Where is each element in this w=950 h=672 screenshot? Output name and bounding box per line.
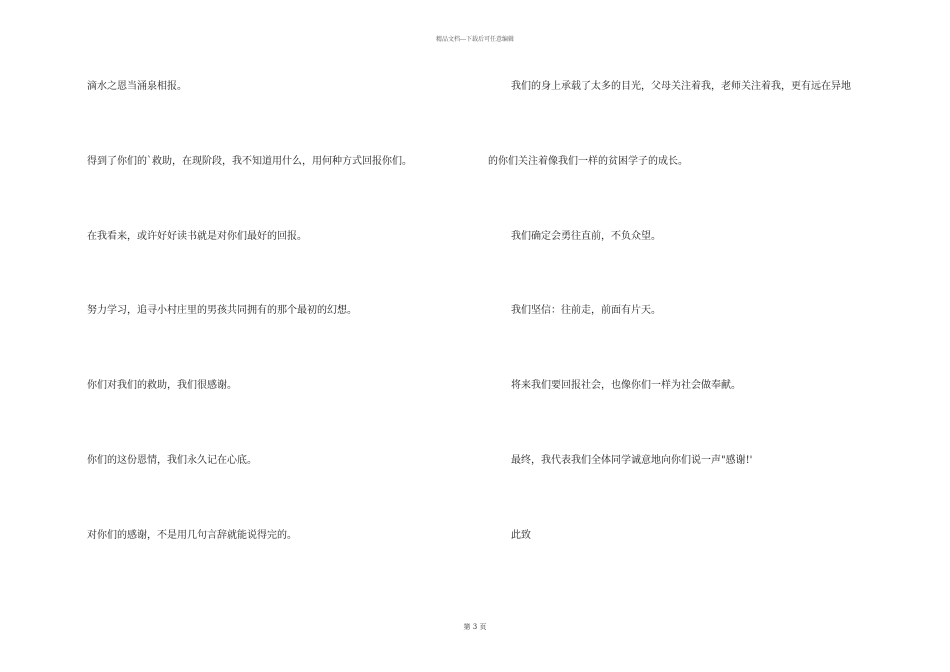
right-paragraph-1: 我们的身上承载了太多的目光，父母关注着我，老师关注着我，更有远在异地 — [511, 81, 851, 92]
left-paragraph-5: 你们对我们的救助，我们很感谢。 — [87, 380, 237, 391]
left-paragraph-2: 得到了你们的`救助，在现阶段，我不知道用什么，用何种方式回报你们。 — [87, 156, 412, 167]
left-paragraph-3: 在我看来，或许好好读书就是对你们最好的回报。 — [87, 231, 307, 242]
right-paragraph-4: 将来我们要回报社会，也像你们一样为社会做奉献。 — [511, 380, 741, 391]
right-paragraph-5: 最终，我代表我们全体同学诚意地向你们说一声"感谢!' — [511, 455, 753, 466]
right-paragraph-2: 我们确定会勇往直前，不负众望。 — [511, 231, 661, 242]
left-paragraph-1: 滴水之恩当涌泉相报。 — [87, 81, 187, 92]
left-paragraph-6: 你们的这份恩情，我们永久记在心底。 — [87, 455, 257, 466]
closing-salutation: 此致 — [511, 530, 531, 541]
left-paragraph-7: 对你们的感谢，不是用几句言辞就能说得完的。 — [87, 530, 297, 541]
right-paragraph-3: 我们坚信：往前走，前面有片天。 — [511, 305, 661, 316]
page-header: 精品文档---下载后可任意编辑 — [435, 36, 515, 43]
left-paragraph-4: 努力学习，追寻小村庄里的男孩共同拥有的那个最初的幻想。 — [87, 305, 357, 316]
page-number: 第 3 页 — [463, 623, 487, 631]
right-paragraph-1-continued: 的你们关注着像我们一样的贫困学子的成长。 — [488, 156, 688, 167]
